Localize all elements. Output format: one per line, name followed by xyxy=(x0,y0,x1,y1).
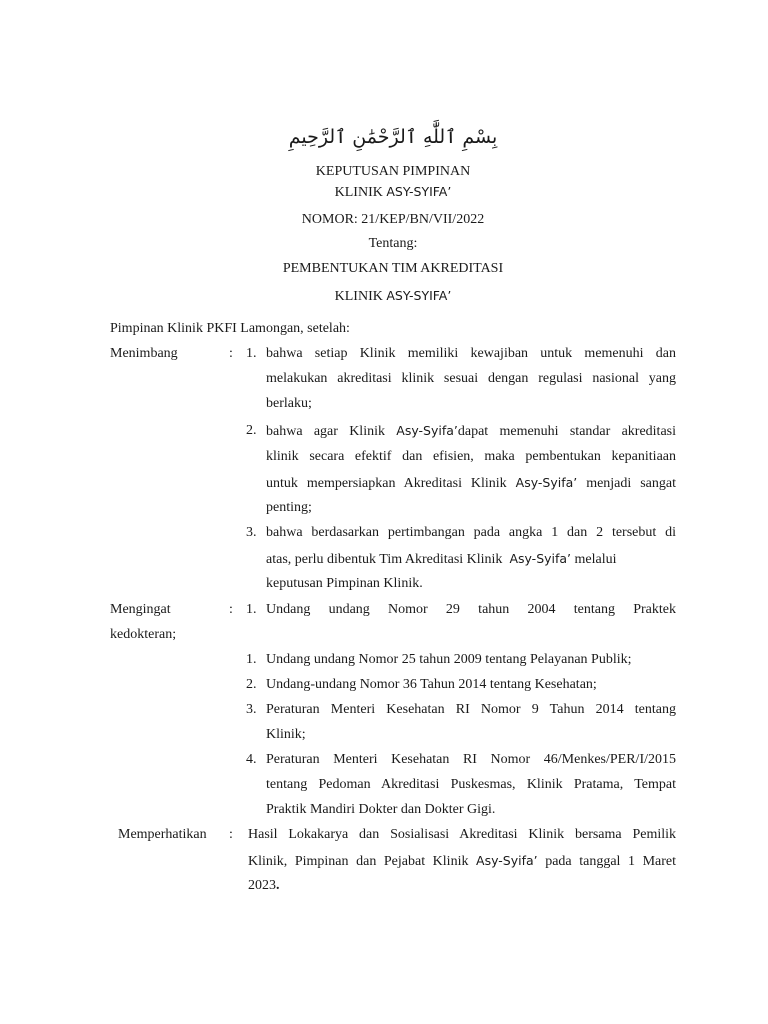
list-item-line: untuk mempersiapkan Akreditasi Klinik Asy-Syifa’ menjadi sangat xyxy=(266,475,676,491)
list-item-line: tentang Pedoman Akreditasi Puskesmas, Klinik Pratama, Tempat xyxy=(266,777,676,792)
list-item-line: penting; xyxy=(266,500,312,515)
list-number: 2. xyxy=(246,423,257,438)
list-item-line: bahwa agar Klinik Asy-Syifa’dapat memenuhi standar akreditasi xyxy=(266,423,676,439)
list-item-line: Undang undang Nomor 29 tahun 2004 tentang Praktek xyxy=(266,602,676,617)
klinik-word: KLINIK xyxy=(334,185,383,200)
list-number: 3. xyxy=(246,525,257,540)
list-item-line: melakukan akreditasi klinik sesuai dengan regulasi nasional yang xyxy=(266,371,676,386)
list-number: 1. xyxy=(246,602,257,617)
decree-title: KEPUTUSAN PIMPINAN xyxy=(315,164,471,179)
list-item-line: Undang undang Nomor 25 tahun 2009 tentang Pelayanan Publik; xyxy=(266,652,632,667)
list-item-line: bahwa berdasarkan pertimbangan pada angka 1 dan 2 tersebut di xyxy=(266,525,676,540)
klinik-word: KLINIK xyxy=(334,289,383,304)
paragraph-line: 2023. xyxy=(248,878,280,893)
list-number: 1. xyxy=(246,346,257,361)
list-item-line: klinik secara efektif dan efisien, maka pembentukan kepanitiaan xyxy=(266,449,676,464)
clinic-name: Asy-Syifa’ xyxy=(509,551,572,566)
list-item-line: Peraturan Menteri Kesehatan RI Nomor 9 Tahun 2014 tentang xyxy=(266,702,676,717)
clinic-name: Asy-Syifa’ xyxy=(515,475,578,490)
list-item-line: Klinik; xyxy=(266,727,306,742)
decree-number: NOMOR: 21/KEP/BN/VII/2022 xyxy=(301,212,485,227)
list-item-line: atas, perlu dibentuk Tim Akreditasi Klinik Asy-Syifa’ melalui xyxy=(266,551,617,567)
list-item-line: Undang-undang Nomor 36 Tahun 2014 tentang Kesehatan; xyxy=(266,677,597,692)
section-colon: : xyxy=(229,827,233,842)
list-item-line: Peraturan Menteri Kesehatan RI Nomor 46/Menkes/PER/I/2015 xyxy=(266,752,676,767)
list-item-line: berlaku; xyxy=(266,396,312,411)
section-colon: : xyxy=(229,602,233,617)
section-label-menimbang: Menimbang xyxy=(110,346,178,361)
list-item-line: Praktik Mandiri Dokter dan Dokter Gigi. xyxy=(266,802,496,817)
clinic-name: ASY-SYIFA’ xyxy=(386,184,452,199)
list-number: 3. xyxy=(246,702,257,717)
list-number: 4. xyxy=(246,752,257,767)
clinic-title-2 xyxy=(0,287,768,306)
paragraph-line: Hasil Lokakarya dan Sosialisasi Akreditasi Klinik bersama Pemilik xyxy=(248,827,676,842)
section-colon: : xyxy=(229,346,233,361)
list-number: 1. xyxy=(246,652,257,667)
clinic-name: Asy-Syifa’ xyxy=(476,853,538,868)
intro-text: Pimpinan Klinik PKFI Lamongan, setelah: xyxy=(110,321,350,336)
bismillah-heading: بِسْمِ ٱللَّٰهِ ٱلرَّحْمَٰنِ ٱلرَّحِيمِ xyxy=(288,126,498,148)
section-label-memperhatikan: Memperhatikan xyxy=(118,827,207,842)
list-item-wrap: kedokteran; xyxy=(110,627,177,642)
decree-subject: PEMBENTUKAN TIM AKREDITASI xyxy=(282,261,504,276)
list-item-line: keputusan Pimpinan Klinik. xyxy=(266,576,423,591)
clinic-name: Asy-Syifa’ xyxy=(396,423,458,438)
tentang-label: Tentang: xyxy=(368,236,418,251)
paragraph-line: Klinik, Pimpinan dan Pejabat Klinik Asy-Syifa’ pada tanggal 1 Maret xyxy=(248,853,677,869)
section-label-mengingat: Mengingat xyxy=(110,602,171,617)
clinic-name: ASY-SYIFA’ xyxy=(386,288,452,303)
list-item-line: bahwa setiap Klinik memiliki kewajiban untuk memenuhi dan xyxy=(266,346,676,361)
list-number: 2. xyxy=(246,677,257,692)
clinic-title-1 xyxy=(0,183,768,202)
